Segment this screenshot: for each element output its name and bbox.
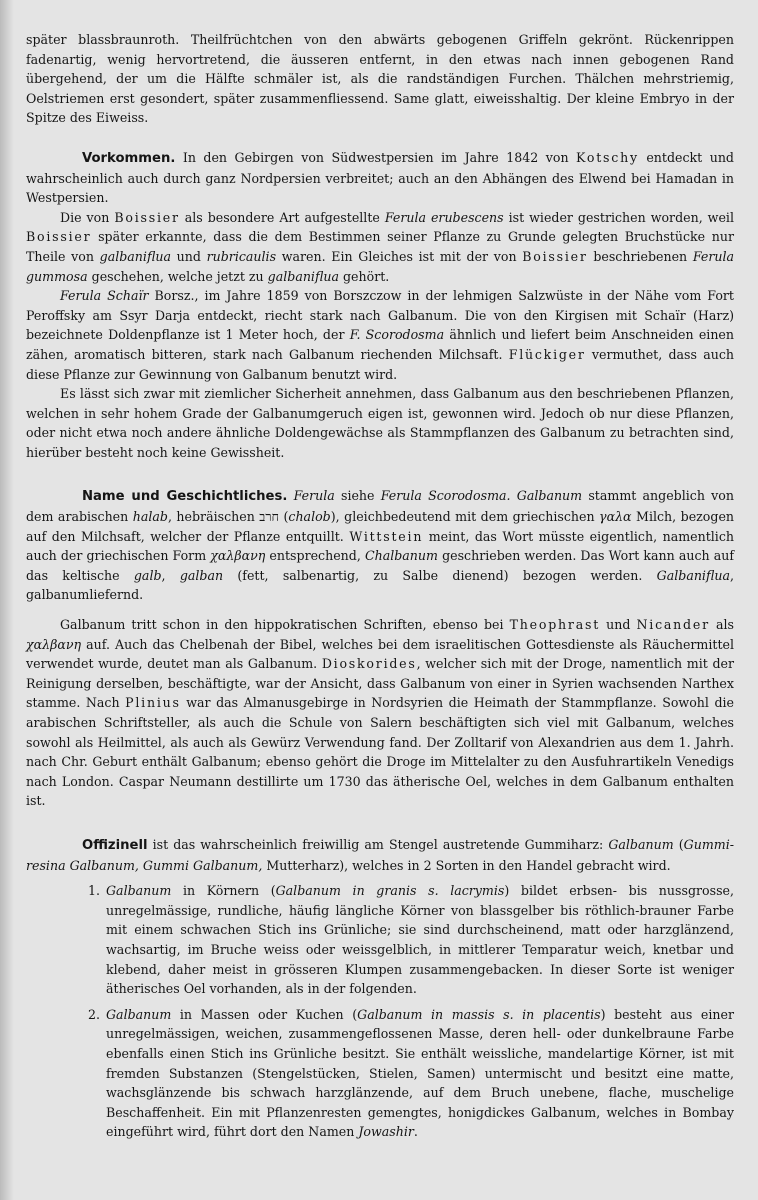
vorkommen-paragraph: Vorkommen. In den Gebirgen von Südwestpersien im Jahre 1842 von Kotschy entdeckt und wahrscheinlich auch durch ganz Nordpersien verbreitet; auch an den Abhängen des Elwend bei Hamadan in Westpersien.	[26, 149, 734, 206]
species-name: galbaniflua	[267, 268, 339, 284]
paragraph-text: später blassbraunroth. Theilfrüchtchen von den abwärts gebogenen Griffeln gekrönt. Rückenrippen fadenartig, wenig hervortretend, die äusseren entfernt, in den etwas nach innen gebogenen Rand übergehend, der um die Hälfte schmäler ist, als die randständigen Furchen. Thälchen mehrstriemig, Oelstriemen erst gesondert, später zusammenfliessend. Same glatt, eiweisshaltig. Der kleine Embryo in der Spitze des Eiweiss.	[26, 32, 734, 126]
author-name: Kotschy	[576, 149, 639, 165]
section-heading-vorkommen: Vorkommen.	[82, 150, 176, 166]
species-name: F. Scorodosma	[349, 327, 445, 343]
author-name: Flückiger	[508, 346, 586, 362]
hebrew-word: חרב	[259, 509, 279, 525]
species-name: rubricaulis	[206, 248, 277, 264]
greek-word: χαλβανη	[210, 548, 266, 564]
section-heading-name: Name und Geschichtliches.	[82, 489, 288, 505]
offizinell-paragraph: Offizinell ist das wahrscheinlich freiwillig am Stengel austretende Gummiharz: Galbanum (Gummi-resina Galbanum, Gummi Galbanum, Mutterharz), welches in 2 Sorten in den Handel gebracht wird.	[26, 836, 735, 873]
author-name: Nicander	[636, 617, 710, 633]
author-name: Theophrast	[509, 617, 601, 633]
conclusion-paragraph: Es lässt sich zwar mit ziemlicher Sicherheit annehmen, dass Galbanum aus den beschriebenen Pflanzen, welchen in sehr hohem Grade der Galbanumgeruch eigen ist, gewonnen wird. Jedoch ob nur diese Pflanzen, oder nicht etwa noch andere ähnliche Doldengewächse als Stammpflanzen des Galbanum zu betrachten sind, hierüber besteht noch keine Gewissheit.	[26, 386, 734, 460]
schair-paragraph: Ferula Schaïr Borsz., im Jahre 1859 von Borszczow in der lehmigen Salzwüste in der Nähe vom Fort Peroffsky am Ssyr Darja entdeckt, riecht stark nach Galbanum. Die von den Kirgisen mit Schaïr (Harz) bezeichnete Doldenpflanze ist 1 Meter hoch, der F. Scorodosma ähnlich und liefert beim Anschneiden einen zähen, aromatisch bitteren, stark nach Galbanum riechenden Milchsaft. Flückiger vermuthet, dass auch diese Pflanze zur Gewinnung von Galbanum benutzt wird.	[26, 288, 734, 382]
boissier-paragraph: Die von Boissier als besondere Art aufgestellte Ferula erubescens ist wieder gestrichen worden, weil Boissier später erkannte, dass die dem Bestimmen seiner Pflanze zu Grunde gelegten Bruchstücke nur Theile von galbaniflua und rubricaulis waren. Ein Gleiches ist mit der von Boissier beschriebenen Ferula gummosa geschehen, welche jetzt zu galbaniflua gehört.	[26, 209, 734, 284]
greek-word: γαλα	[599, 509, 632, 525]
species-name: galbaniflua	[99, 248, 171, 264]
history-paragraph: Galbanum tritt schon in den hippokratischen Schriften, ebenso bei Theophrast und Nicander als χαλβανη auf. Auch das Chelbenah der Bibel, welches bei dem israelitischen Gottesdienste als Räuchermittel verwendet wurde, deutet man als Galbanum. Dioskorides, welcher sich mit der Droge, namentlich mit der Reinigung derselben, beschäftigte, war der Ansicht, dass Galbanum von einer in Syrien wachsenden Narthex stamme. Nach Plinius war das Almanusgebirge in Nordsyrien die Heimath der Stammpflanze. Sowohl die arabischen Schriftsteller, als auch die Schule von Salern beschäftigten sich viel mit Galbanum, welches sowohl als Heilmittel, als auch als Gewürz Verwendung fand. Der Zolltarif von Alexandrien aus dem 1. Jahrh. nach Chr. Geburt enthält Galbanum; ebenso gehört die Droge im Mittelalter zu den Ausfuhrartikeln Venedigs nach London. Caspar Neumann destillirte um 1730 das ätherische Oel, welches in dem Galbanum enthalten ist.	[26, 617, 735, 809]
scan-binding-shadow	[0, 0, 14, 1200]
species-name: Ferula gummosa	[26, 248, 734, 284]
author-name: Plinius	[125, 695, 181, 711]
author-name: Boissier	[114, 209, 180, 225]
sorts-list	[26, 881, 734, 1142]
list-item: 2. Galbanum in Massen oder Kuchen (Galbanum in massis s. in placentis) besteht aus einer unregelmässigen, weichen, zusammengeflossenen Masse, deren hell- oder dunkelbraune Farbe ebenfalls einen Stich ins Grünliche besitzt. Sie enthält weissliche, mandelartige Körner, ist mit fremden Substanzen (Stengelstücken, Stielen, Samen) untermischt und besitzt eine matte, wachsglänzende bis schwach harzglänzende, auf dem Bruch unebene, flache, muschelige Beschaffenheit. Ein mit Pflanzenresten gemengtes, honigdickes Galbanum, welches in Bombay eingeführt wird, führt dort den Namen Jowashir.	[104, 1005, 734, 1142]
section-heading-offizinell: Offizinell	[82, 837, 148, 853]
author-name: Boissier	[522, 248, 588, 264]
author-name: Boissier	[26, 229, 92, 245]
author-name: Wittstein	[349, 528, 424, 544]
list-item: 1. Galbanum in Körnern (Galbanum in granis s. lacrymis) bildet erbsen- bis nussgrosse, unregelmässige, rundliche, häufig längliche Körner von blassgelber bis röthlich-brauner Farbe mit einem schwachen Stich ins Grünliche; sie sind durchscheinend, matt oder harzglänzend, wachsartig, im Bruche weiss oder weissgelblich, in mittlerer Temparatur weich, knetbar und klebend, daher meist in grösseren Klumpen zusammengebacken. In dieser Sorte ist weniger ätherisches Oel vorhanden, als in der folgenden.	[104, 881, 734, 999]
description-paragraph	[26, 30, 734, 128]
species-name: Ferula erubescens	[384, 209, 504, 225]
name-paragraph: Name und Geschichtliches. Ferula siehe Ferula Scorodosma. Galbanum stammt angeblich von dem arabischen halab, hebräischen חרב (chalob), gleichbedeutend mit dem griechischen γαλα Milch, bezogen auf den Milchsaft, welcher der Pflanze entquillt. Wittstein meint, das Wort müsste eigentlich, namentlich auch der griechischen Form χαλβανη entsprechend, Chalbanum geschrieben werden. Das Wort kann auch auf das keltische galb, galban (fett, salbenartig, zu Salbe dienend) bezogen werden. Galbaniflua, galbanumliefernd.	[26, 488, 735, 603]
author-name: Dioskorides	[321, 656, 417, 672]
greek-word: χαλβανη	[26, 636, 82, 652]
species-name: Ferula Schaïr	[60, 288, 149, 304]
